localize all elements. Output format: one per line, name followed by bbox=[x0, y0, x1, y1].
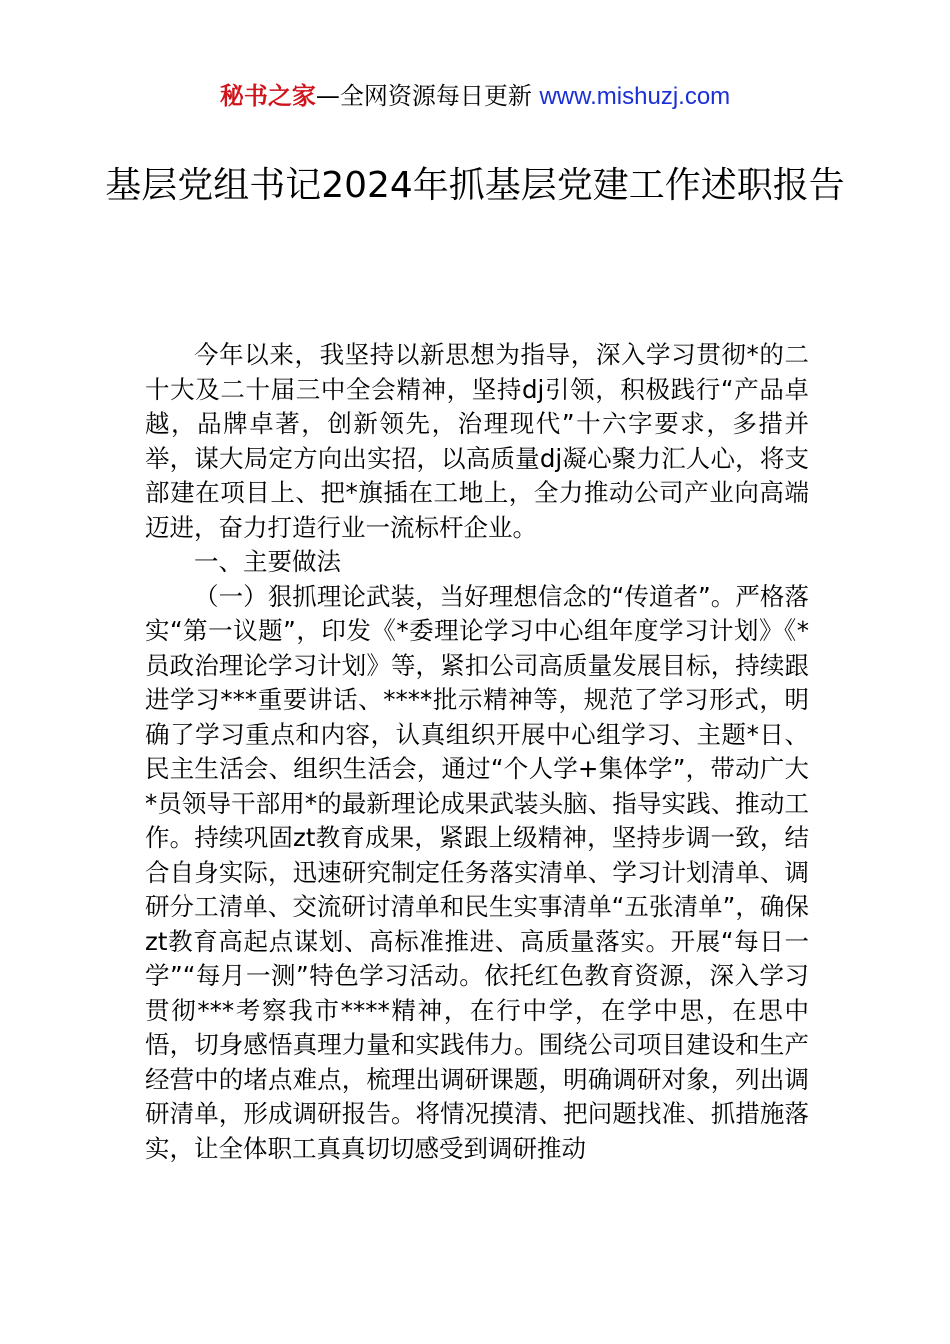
section-heading: 一、主要做法 bbox=[194, 547, 341, 576]
site-brand: 秘书之家 bbox=[219, 82, 316, 110]
intro-paragraph: 今年以来，我坚持以新思想为指导，深入学习贯彻*的二十大及二十届三中全会精神，坚持dj引领，积极践行“产品卓越，品牌卓著，创新领先，治理现代”十六字要求，多措并举，谋大局定方向出实招，以高质量dj凝心聚力汇人心，将支部建在项目上、把*旗插在工地上，全力推动公司产业向高端迈进，奋力打造行业一流标杆企业。 bbox=[145, 340, 809, 542]
body-paragraph: （一）狠抓理论武装，当好理想信念的“传道者”。严格落实“第一议题”，印发《*委理论学习中心组年度学习计划》《*员政治理论学习计划》等，紧扣公司高质量发展目标，持续跟进学习***重要讲话、****批示精神等，规范了学习形式，明确了学习重点和内容，认真组织开展中心组学习、主题*日、民主生活会、组织生活会，通过“个人学+集体学”，带动广大*员领导干部用*的最新理论成果武装头脑、指导实践、推动工作。持续巩固zt教育成果，紧跟上级精神，坚持步调一致，结合自身实际，迅速研究制定任务落实清单、学习计划清单、调研分工清单、交流研讨清单和民生实事清单“五张清单”，确保zt教育高起点谋划、高标准推进、高质量落实。开展“每日一学”“每月一测”特色学习活动。依托红色教育资源，深入学习贯彻***考察我市****精神，在行中学，在学中思，在思中悟，切身感悟真理力量和实践伟力。围绕公司项目建设和生产经营中的堵点难点，梳理出调研课题，明确调研对象，列出调研清单，形成调研报告。将情况摸清、把问题找准、抓措施落实，让全体职工真真切切感受到调研推动 bbox=[145, 581, 809, 1163]
site-tagline: —全网资源每日更新 bbox=[315, 82, 532, 110]
document-body bbox=[145, 338, 809, 1166]
site-url-link[interactable]: www.mishuzj.com bbox=[539, 83, 731, 110]
site-header bbox=[0, 80, 950, 113]
document-title: 基层党组书记2024年抓基层党建工作述职报告 bbox=[105, 165, 845, 206]
